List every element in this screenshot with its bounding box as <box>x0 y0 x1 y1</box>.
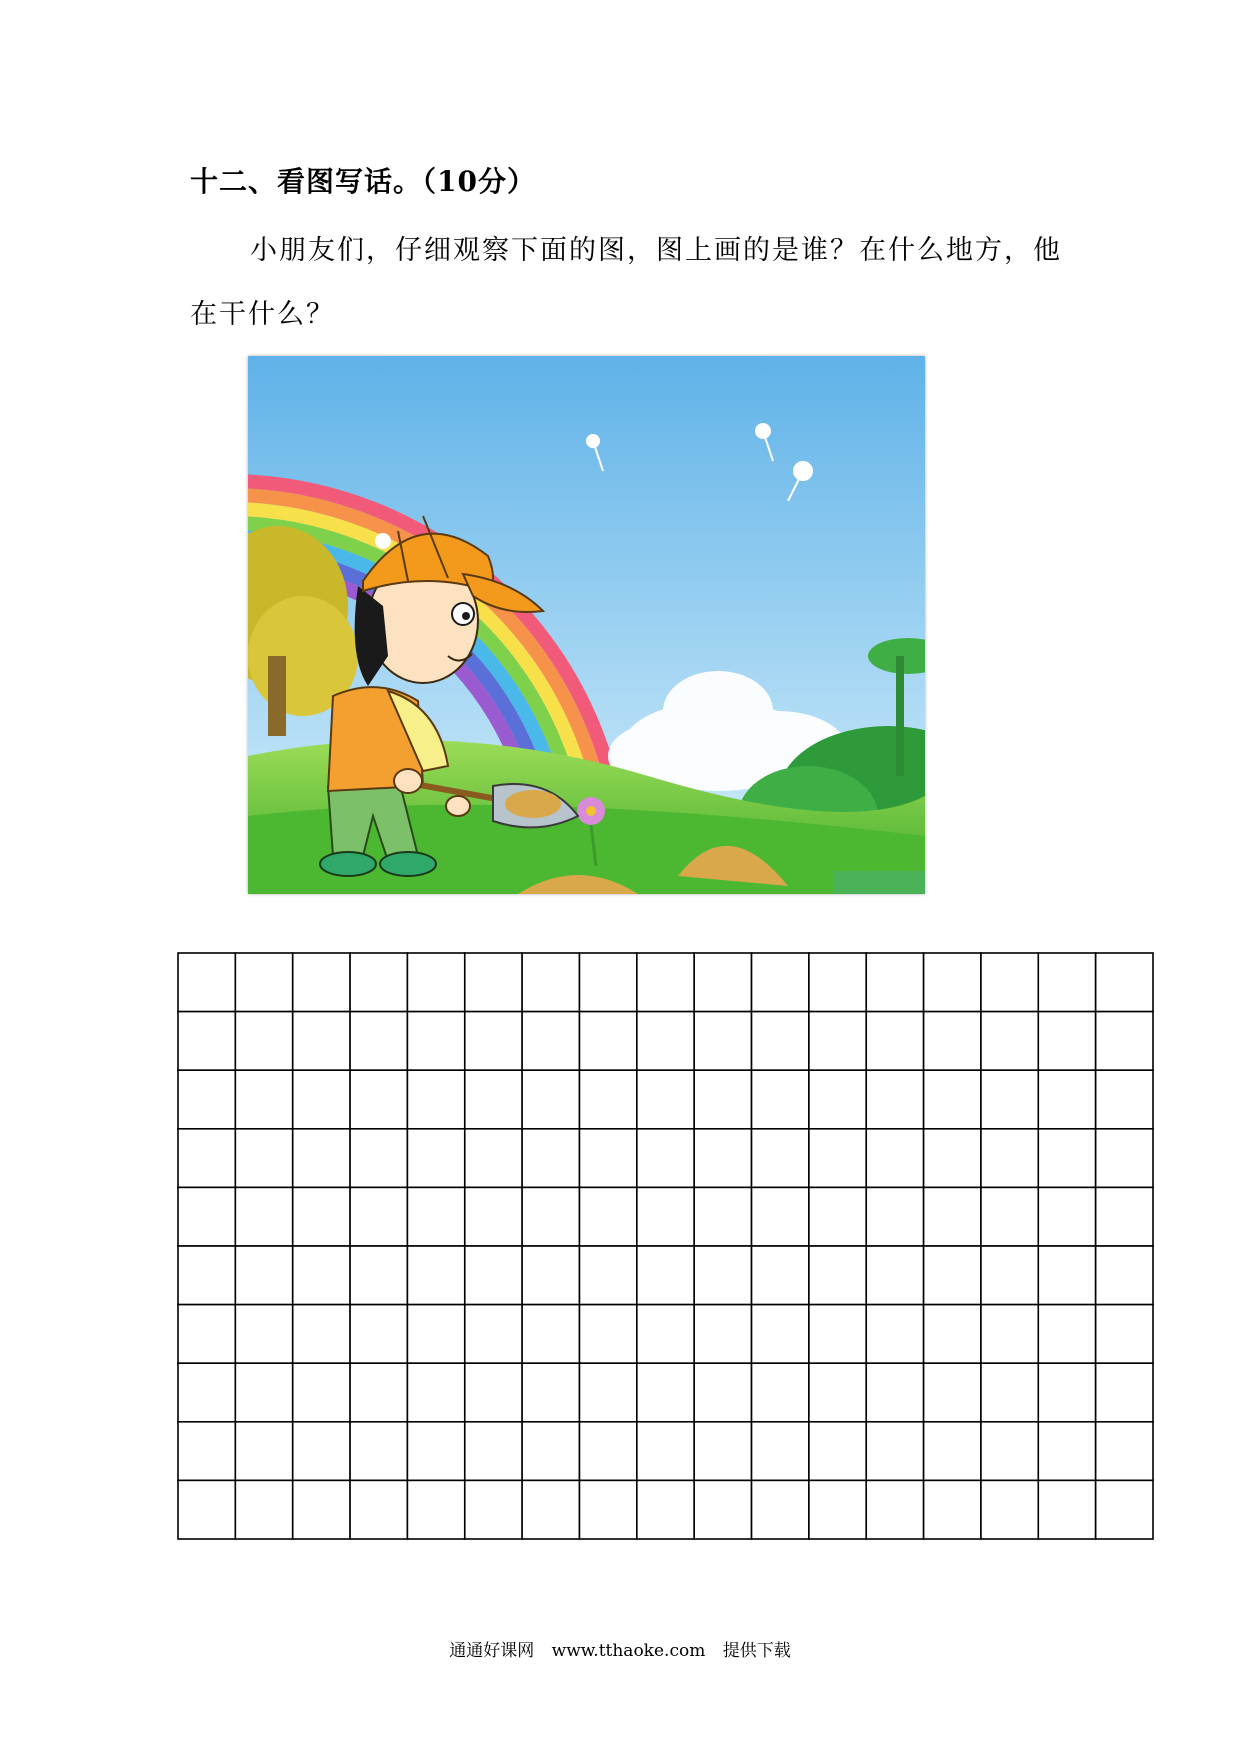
page-footer <box>0 1636 1240 1661</box>
grid-cell[interactable] <box>1038 1129 1095 1188</box>
grid-cell[interactable] <box>235 1187 292 1246</box>
grid-cell[interactable] <box>637 1422 694 1481</box>
grid-cell[interactable] <box>981 1305 1038 1364</box>
grid-cell[interactable] <box>522 1246 579 1305</box>
grid-cell[interactable] <box>809 1129 866 1188</box>
grid-cell[interactable] <box>407 1129 464 1188</box>
grid-cell[interactable] <box>178 1305 235 1364</box>
grid-cell[interactable] <box>465 1187 522 1246</box>
grid-cell[interactable] <box>293 1070 350 1129</box>
grid-cell[interactable] <box>809 1305 866 1364</box>
grid-cell[interactable] <box>694 1246 751 1305</box>
grid-cell[interactable] <box>293 1480 350 1539</box>
grid-cell[interactable] <box>637 1012 694 1071</box>
grid-cell[interactable] <box>637 953 694 1012</box>
grid-cell[interactable] <box>981 1422 1038 1481</box>
grid-cell[interactable] <box>809 1480 866 1539</box>
grid-cell[interactable] <box>178 1246 235 1305</box>
grid-cell[interactable] <box>637 1129 694 1188</box>
grid-cell[interactable] <box>407 1246 464 1305</box>
grid-cell[interactable] <box>924 1012 981 1071</box>
grid-cell[interactable] <box>235 1070 292 1129</box>
grid-cell[interactable] <box>465 1422 522 1481</box>
grid-cell[interactable] <box>579 1070 636 1129</box>
grid-cell[interactable] <box>694 953 751 1012</box>
grid-cell[interactable] <box>924 1480 981 1539</box>
grid-cell[interactable] <box>866 1422 923 1481</box>
grid-cell[interactable] <box>1038 1246 1095 1305</box>
grid-cell[interactable] <box>293 1246 350 1305</box>
grid-cell[interactable] <box>866 953 923 1012</box>
grid-cell[interactable] <box>694 1363 751 1422</box>
grid-cell[interactable] <box>924 1187 981 1246</box>
grid-cell[interactable] <box>350 1305 407 1364</box>
grid-cell[interactable] <box>235 1246 292 1305</box>
grid-cell[interactable] <box>178 1480 235 1539</box>
grid-cell[interactable] <box>579 1246 636 1305</box>
grid-cell[interactable] <box>981 1480 1038 1539</box>
grid-cell[interactable] <box>1096 1012 1153 1071</box>
grid-cell[interactable] <box>522 1363 579 1422</box>
grid-cell[interactable] <box>637 1305 694 1364</box>
grid-cell[interactable] <box>522 1187 579 1246</box>
grid-cell[interactable] <box>407 1070 464 1129</box>
grid-cell[interactable] <box>522 1480 579 1539</box>
grid-cell[interactable] <box>1096 1363 1153 1422</box>
grid-cell[interactable] <box>235 953 292 1012</box>
grid-cell[interactable] <box>809 1187 866 1246</box>
grid-cell[interactable] <box>465 1070 522 1129</box>
grid-cell[interactable] <box>1038 1363 1095 1422</box>
grid-cell[interactable] <box>924 1246 981 1305</box>
grid-cell[interactable] <box>407 1187 464 1246</box>
grid-cell[interactable] <box>522 1422 579 1481</box>
grid-cell[interactable] <box>1096 1070 1153 1129</box>
question-prompt-line-1: 小朋友们，仔细观察下面的图，图上画的是谁？在什么地方，他 <box>250 235 1062 266</box>
grid-cell[interactable] <box>752 1363 809 1422</box>
grid-cell[interactable] <box>924 1305 981 1364</box>
grid-cell[interactable] <box>407 1012 464 1071</box>
grid-cell[interactable] <box>350 1070 407 1129</box>
writing-grid[interactable] <box>177 952 1154 1540</box>
grid-cell[interactable] <box>407 1363 464 1422</box>
grid-cell[interactable] <box>866 1129 923 1188</box>
grid-cell[interactable] <box>809 1012 866 1071</box>
grid-cell[interactable] <box>178 1012 235 1071</box>
grid-cell[interactable] <box>752 1305 809 1364</box>
grid-cell[interactable] <box>866 1363 923 1422</box>
grid-cell[interactable] <box>522 1070 579 1129</box>
grid-cell[interactable] <box>350 1129 407 1188</box>
grid-cell[interactable] <box>637 1363 694 1422</box>
question-heading: 十二、看图写话。（10分） <box>190 165 536 198</box>
grid-cell[interactable] <box>752 1187 809 1246</box>
grid-cell[interactable] <box>465 1363 522 1422</box>
grid-cell[interactable] <box>1038 1012 1095 1071</box>
grid-cell[interactable] <box>1096 1422 1153 1481</box>
grid-cell[interactable] <box>465 1129 522 1188</box>
grid-cell[interactable] <box>235 1422 292 1481</box>
footer-url: www.tthaoke.com <box>551 1641 706 1661</box>
grid-cell[interactable] <box>924 953 981 1012</box>
grid-cell[interactable] <box>579 1305 636 1364</box>
grid-cell[interactable] <box>752 1246 809 1305</box>
grid-cell[interactable] <box>981 1187 1038 1246</box>
grid-cell[interactable] <box>981 1246 1038 1305</box>
grid-cell[interactable] <box>350 953 407 1012</box>
grid-cell[interactable] <box>981 1070 1038 1129</box>
footer-site-name: 通通好课网 <box>449 1641 535 1661</box>
grid-cell[interactable] <box>1096 1129 1153 1188</box>
grid-cell[interactable] <box>752 1070 809 1129</box>
grid-cell[interactable] <box>752 1012 809 1071</box>
grid-cell[interactable] <box>752 1422 809 1481</box>
grid-cell[interactable] <box>522 1012 579 1071</box>
grid-cell[interactable] <box>981 1363 1038 1422</box>
grid-cell[interactable] <box>694 1480 751 1539</box>
grid-cell[interactable] <box>293 1187 350 1246</box>
grid-cell[interactable] <box>1038 1070 1095 1129</box>
grid-cell[interactable] <box>293 1422 350 1481</box>
grid-cell[interactable] <box>809 1070 866 1129</box>
grid-cell[interactable] <box>752 1480 809 1539</box>
grid-cell[interactable] <box>1096 1187 1153 1246</box>
grid-cell[interactable] <box>579 1422 636 1481</box>
grid-cell[interactable] <box>924 1129 981 1188</box>
grid-cell[interactable] <box>694 1305 751 1364</box>
grid-cell[interactable] <box>637 1246 694 1305</box>
grid-cell[interactable] <box>809 1363 866 1422</box>
grid-cell[interactable] <box>293 1305 350 1364</box>
grid-cell[interactable] <box>235 1305 292 1364</box>
grid-cell[interactable] <box>350 1422 407 1481</box>
grid-cell[interactable] <box>924 1422 981 1481</box>
grid-cell[interactable] <box>809 953 866 1012</box>
grid-cell[interactable] <box>637 1480 694 1539</box>
grid-cell[interactable] <box>694 1012 751 1071</box>
grid-cell[interactable] <box>924 1363 981 1422</box>
grid-cell[interactable] <box>579 1187 636 1246</box>
grid-cell[interactable] <box>350 1480 407 1539</box>
grid-cell[interactable] <box>465 1480 522 1539</box>
grid-cell[interactable] <box>407 953 464 1012</box>
grid-cell[interactable] <box>350 1187 407 1246</box>
grid-cell[interactable] <box>809 1422 866 1481</box>
grid-cell[interactable] <box>981 953 1038 1012</box>
grid-cell[interactable] <box>178 1422 235 1481</box>
grid-cell[interactable] <box>1038 1480 1095 1539</box>
grid-cell[interactable] <box>694 1187 751 1246</box>
grid-cell[interactable] <box>293 953 350 1012</box>
grid-cell[interactable] <box>866 1012 923 1071</box>
grid-cell[interactable] <box>866 1305 923 1364</box>
grid-cell[interactable] <box>522 1305 579 1364</box>
grid-cell[interactable] <box>407 1480 464 1539</box>
grid-cell[interactable] <box>981 1129 1038 1188</box>
grid-cell[interactable] <box>1096 1305 1153 1364</box>
grid-cell[interactable] <box>694 1070 751 1129</box>
grid-cell[interactable] <box>579 1129 636 1188</box>
grid-cell[interactable] <box>522 953 579 1012</box>
footer-note: 提供下载 <box>722 1641 791 1661</box>
grid-cell[interactable] <box>809 1246 866 1305</box>
grid-cell[interactable] <box>637 1187 694 1246</box>
grid-cell[interactable] <box>465 1305 522 1364</box>
grid-cell[interactable] <box>1038 953 1095 1012</box>
grid-cell[interactable] <box>694 1422 751 1481</box>
grid-cell[interactable] <box>579 1480 636 1539</box>
grid-cell[interactable] <box>465 1246 522 1305</box>
question-prompt-line-2: 在干什么？ <box>190 299 335 330</box>
grid-cell[interactable] <box>350 1012 407 1071</box>
illustration-boy-digging <box>248 356 925 894</box>
grid-cell[interactable] <box>981 1012 1038 1071</box>
grid-cell[interactable] <box>866 1480 923 1539</box>
grid-cell[interactable] <box>465 1012 522 1071</box>
grid-cell[interactable] <box>866 1246 923 1305</box>
grid-cell[interactable] <box>235 1363 292 1422</box>
grid-cell[interactable] <box>866 1187 923 1246</box>
grid-cell[interactable] <box>178 1363 235 1422</box>
grid-cell[interactable] <box>350 1246 407 1305</box>
grid-cell[interactable] <box>407 1305 464 1364</box>
grid-cell[interactable] <box>1096 1480 1153 1539</box>
grid-cell[interactable] <box>178 1187 235 1246</box>
grid-cell[interactable] <box>350 1363 407 1422</box>
grid-cell[interactable] <box>1038 1305 1095 1364</box>
grid-cell[interactable] <box>1038 1187 1095 1246</box>
grid-cell[interactable] <box>579 1363 636 1422</box>
grid-cell[interactable] <box>752 1129 809 1188</box>
grid-cell[interactable] <box>694 1129 751 1188</box>
watermark <box>833 871 925 894</box>
grid-cell[interactable] <box>293 1012 350 1071</box>
grid-cell[interactable] <box>1096 1246 1153 1305</box>
grid-cell[interactable] <box>293 1129 350 1188</box>
grid-cell[interactable] <box>1096 953 1153 1012</box>
grid-cell[interactable] <box>178 1129 235 1188</box>
grid-cell[interactable] <box>522 1129 579 1188</box>
grid-cell[interactable] <box>465 953 522 1012</box>
grid-cell[interactable] <box>579 1012 636 1071</box>
grid-cell[interactable] <box>235 1129 292 1188</box>
grid-cell[interactable] <box>178 1070 235 1129</box>
grid-cell[interactable] <box>637 1070 694 1129</box>
grid-cell[interactable] <box>293 1363 350 1422</box>
grid-cell[interactable] <box>579 953 636 1012</box>
grid-cell[interactable] <box>924 1070 981 1129</box>
grid-cell[interactable] <box>235 1480 292 1539</box>
grid-cell[interactable] <box>178 953 235 1012</box>
grid-cell[interactable] <box>866 1070 923 1129</box>
grid-cell[interactable] <box>235 1012 292 1071</box>
grid-cell[interactable] <box>407 1422 464 1481</box>
grid-cell[interactable] <box>1038 1422 1095 1481</box>
grid-cell[interactable] <box>752 953 809 1012</box>
